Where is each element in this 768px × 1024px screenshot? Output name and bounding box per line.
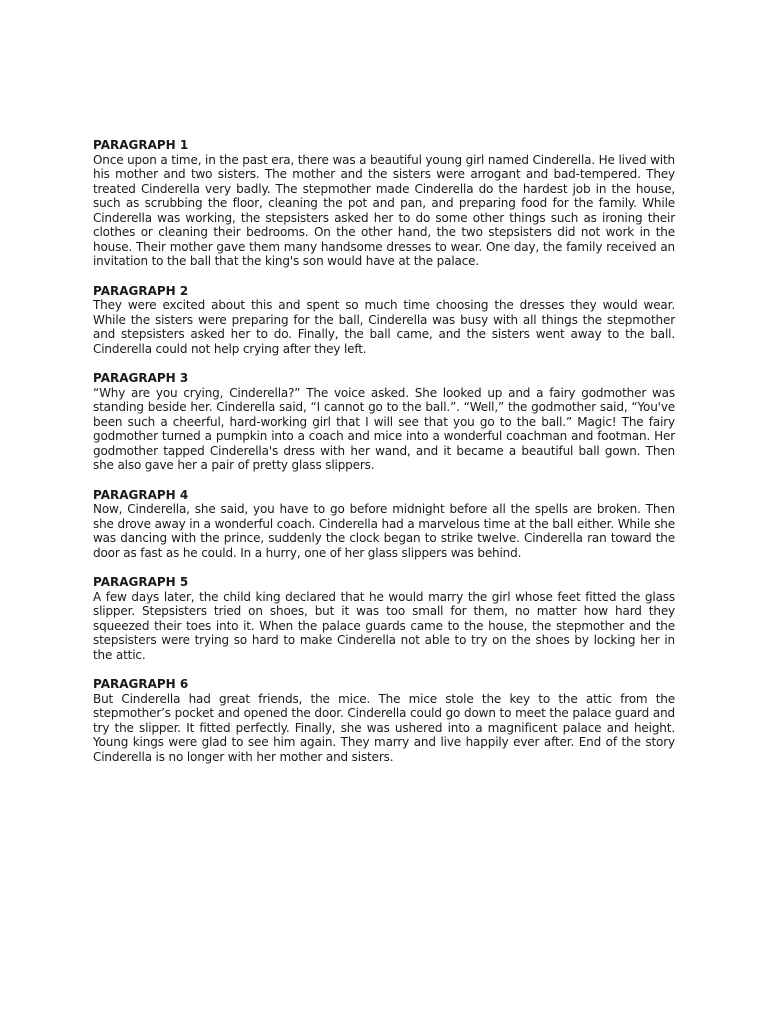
paragraph-heading: PARAGRAPH 3 [93,371,189,385]
paragraph-heading: PARAGRAPH 2 [93,283,189,298]
paragraph-heading: PARAGRAPH 1 [93,138,189,152]
paragraph-5 [93,575,675,662]
paragraph-4 [93,488,675,561]
paragraph-text: A few days later, the child king declared that he would marry the girl whose feet fitted the glass slipper. Stepsisters tried on shoes, but it was too small for them, no matter how hard they squeezed their toes into it. When the palace guards came to the house, the stepmother and the stepsisters were trying so hard to make Cinderella not able to try on the shoes by locking her in the attic. [93,589,675,662]
paragraph-heading: PARAGRAPH 5 [93,575,189,589]
paragraph-6 [93,677,675,764]
paragraph-text: Once upon a time, in the past era, there was a beautiful young girl named Cinderella. He lived with his mother and two sisters. The mother and the sisters were arrogant and bad-tempered. They treated Cinderella very badly. The stepmother made Cinderella do the hardest job in the house, such as scrubbing the floor, cleaning the pot and pan, and preparing food for the family. While Cinderella was working, the stepsisters asked her to do some other things such as ironing their clothes or cleaning their bedrooms. On the other hand, the two stepsisters did not work in the house. Their mother gave them many handsome dresses to wear. One day, the family received an invitation to the ball that the king's son would have at the palace. [93,152,675,268]
paragraph-text: But Cinderella had great friends, the mice. The mice stole the key to the attic from the stepmother’s pocket and opened the door. Cinderella could go down to meet the palace guard and try the slipper. It fitted perfectly. Finally, she was ushered into a magnificent palace and height. Young kings were glad to see him again. They marry and live happily ever after. End of the story Cinderella is no longer with her mother and sisters. [93,691,675,764]
paragraph-heading: PARAGRAPH 6 [93,677,189,691]
paragraph-text: “Why are you crying, Cinderella?” The voice asked. She looked up and a fairy godmother was standing beside her. Cinderella said, “I cannot go to the ball.”. “Well,” the godmother said, “You've been such a cheerful, hard-working girl that I will see that you go to the ball.” Magic! The fairy godmother turned a pumpkin into a coach and mice into a wonderful coachman and footman. Her godmother tapped Cinderella's dress with her wand, and it became a beautiful ball gown. Then she also gave her a pair of pretty glass slippers. [93,385,675,472]
paragraph-3 [93,371,675,473]
paragraph-text: Now, Cinderella, she said, you have to go before midnight before all the spells are broken. Then she drove away in a wonderful coach. Cinderella had a marvelous time at the ball either. While she was dancing with the prince, suddenly the clock began to strike twelve. Cinderella ran toward the door as fast as he could. In a hurry, one of her glass slippers was behind. [93,502,675,560]
document-page [93,138,675,779]
paragraph-1 [93,138,675,269]
paragraph-text: They were excited about this and spent so much time choosing the dresses they would wear. While the sisters were preparing for the ball, Cinderella was busy with all things the stepmother and stepsisters asked her to do. Finally, the ball came, and the sisters went away to the ball. Cinderella could not help crying after they left. [93,298,675,356]
paragraph-2 [93,284,675,357]
paragraph-heading: PARAGRAPH 4 [93,487,189,502]
